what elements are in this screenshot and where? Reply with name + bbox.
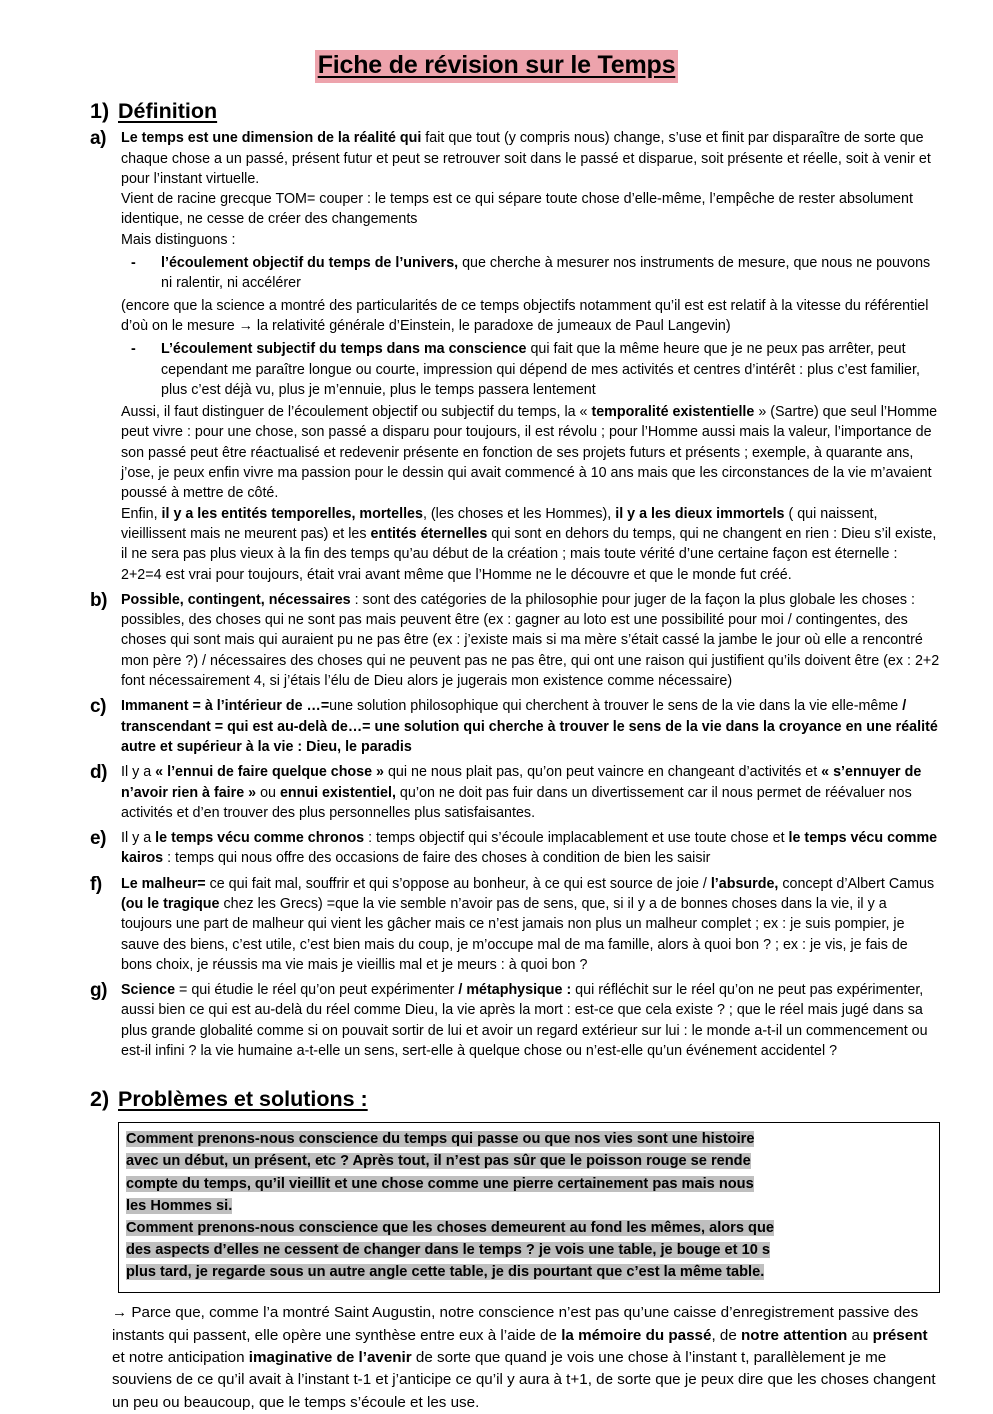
text: qui fait que la même heure que je ne peux pas arrêter, peut cependant me paraître longue ou courte, impression qui dépend de mes activités et centres d’intérêt : plus c’est familier, plus c’est déjà vu, plus je m’ennuie, plus le temps passera lentement xyxy=(161,341,920,398)
text: et notre anticipation xyxy=(112,1349,249,1367)
paragraph: Mais distinguons : xyxy=(121,231,236,248)
section-1-body xyxy=(0,128,993,1061)
highlighted-text: Comment prenons-nous conscience du temps qui passe ou que nos vies sont une histoire xyxy=(126,1131,755,1148)
bold-text: « l’ennui de faire quelque chose » xyxy=(155,764,384,781)
text: : temps objectif qui s’écoule implacablement et use toute chose et xyxy=(364,830,789,847)
list-marker-a: a) xyxy=(90,128,106,150)
highlighted-text: avec un début, un présent, etc xyxy=(126,1153,337,1170)
paragraph xyxy=(121,874,940,975)
paragraph xyxy=(121,504,940,585)
bold-text: entités éternelles xyxy=(370,525,488,542)
dash-bullet-1 xyxy=(121,253,940,294)
bold-text: le temps vécu comme chronos xyxy=(155,830,365,847)
paragraph: Vient de racine grecque TOM= couper : le temps est ce qui sépare toute chose d’elle-même, l’empêche de rester absolument identique, ne cesse de créer des changements xyxy=(121,191,913,228)
quote-paragraph-2 xyxy=(126,1217,932,1284)
highlighted-text: compte du temps, qu’il vieillit et une chose comme une pierre certainement pas mais nous xyxy=(126,1175,754,1192)
list-item-e-body xyxy=(121,828,940,869)
paragraph xyxy=(121,128,940,189)
bold-text: notre attention xyxy=(741,1326,848,1344)
bold-text: L’écoulement subjectif du temps dans ma conscience xyxy=(161,341,527,358)
list-marker-d: d) xyxy=(90,762,107,784)
list-item-a-body xyxy=(121,128,940,585)
list-item-f-body xyxy=(121,874,940,975)
bold-text: (ou le tragique xyxy=(121,895,220,912)
bold-text: / transcendant = qui est au-delà de…= une solution qui cherche à trouver le sens de la vie dans la croyance en une réalité autre et supérieur à la vie : Dieu, le paradis xyxy=(121,698,938,755)
text: chez les Grecs) =que la vie semble n’avoir pas de sens, que, si il y a de bonnes choses dans la vie, il y a toujours une part de malheur qui vient les gâcher mais ce n’est jamais non plus un malheur complet ; ex : je suis pompier, je sauve des biens, c’est utile, c’est bien mais du coup, je m’occupe mal de ma famille, alors à quoi bon ? ; ex : je vis, je fais de bons choix, je réussis ma vie mais je vieillis mal et je meurs : à quoi bon ? xyxy=(121,895,908,973)
highlighted-text: ? Après tout, il n’est pas sûr que le poisson rouge se rende xyxy=(336,1153,751,1170)
highlighted-text: des aspects d’elles ne cessent de changer dans le temps ? je vois une table, je bouge et 10 s xyxy=(126,1242,770,1259)
text: , de xyxy=(711,1326,742,1344)
text: , (les choses et les Hommes), xyxy=(422,505,616,522)
list-item-c-body xyxy=(121,696,940,757)
bold-text: / métaphysique : xyxy=(458,982,572,999)
text: Enfin, xyxy=(121,505,162,522)
list-item-g xyxy=(90,980,940,1061)
text: de sorte que quand je vois une chose à l’instant t, parallèlement je me souviens de ce qu’il avait à l’instant t-1 et j’anticipe ce qu’il y aura à t+1, de sorte que je peux dire que les choses changent un peu ou beaucoup, que le temps s’écoule et les use. xyxy=(112,1349,936,1411)
text: → Parce que, comme l’a montré Saint Augustin, notre conscience n’est pas qu’une caisse d’enregistrement passive des instants qui passent, elle opère une synthèse entre eux à l’aide de xyxy=(112,1304,919,1344)
list-item-b-body xyxy=(121,590,940,691)
paragraph xyxy=(121,402,940,503)
bold-text: présent xyxy=(872,1326,928,1344)
text: que cherche à mesurer nos instruments de mesure, que nous ne pouvons ni ralentir, ni accélérer xyxy=(161,255,931,292)
dash-bullet-1-text xyxy=(161,253,940,294)
paragraph xyxy=(121,828,940,869)
text: qui sont en dehors du temps, qui ne changent en rien : Dieu s’il existe, il ne sera pas plus vieux à la fin des temps qu’au début de la création ; mais toute vérité d’une certaine façon est éternelle : 2+2=4 est vrai pour toujours, était vrai avant même que l’Homme ne le découvre et que le monde fut créé. xyxy=(121,525,937,583)
list-marker-c: c) xyxy=(90,696,106,718)
bold-text: le temps vécu comme kairos xyxy=(121,830,938,867)
title-container xyxy=(0,0,993,83)
bold-lead-b: Possible, contingent, nécessaires xyxy=(121,591,351,608)
bold-text: temporalité existentielle xyxy=(591,404,755,421)
bold-text: Science xyxy=(121,982,176,999)
list-item-c xyxy=(90,696,940,757)
highlighted-text: les Hommes si. xyxy=(126,1197,233,1214)
list-item-d-body xyxy=(121,762,940,823)
text: Aussi, il faut distinguer de l’écoulement objectif ou subjectif du temps, la « xyxy=(121,404,592,421)
bold-text: imaginative de l’avenir xyxy=(248,1349,412,1367)
quote-box xyxy=(118,1122,940,1293)
paragraph xyxy=(121,980,940,1061)
text: ou xyxy=(256,784,280,801)
text: une solution philosophique qui cherchent à trouver le sens de la vie dans la vie elle-même xyxy=(329,698,899,715)
section-1-number: 1) xyxy=(90,98,110,123)
list-item-f xyxy=(90,874,940,975)
text: ( qui naissent, vieillissent mais ne meurent pas) et les xyxy=(121,505,878,542)
text: qui ne nous plait pas, qu’on peut vaincre en changeant d’activités et xyxy=(384,764,822,781)
list-item-b xyxy=(90,590,940,691)
text: Il y a xyxy=(121,764,156,781)
bold-text: la mémoire du passé xyxy=(561,1326,712,1344)
bold-text: il y a les dieux immortels xyxy=(615,505,785,522)
list-marker-g: g) xyxy=(90,980,107,1002)
list-marker-f: f) xyxy=(90,873,102,895)
answer-paragraph xyxy=(112,1302,940,1414)
list-marker-b: b) xyxy=(90,589,107,611)
text: Il y a xyxy=(121,830,156,847)
bold-text: Le malheur= xyxy=(121,875,206,892)
highlighted-text: plus tard, je regarde sous un autre angle cette table, je dis pourtant que c’est la même table. xyxy=(126,1264,765,1281)
text: qui réfléchit sur le réel qu’on ne peut pas expérimenter, aussi bien ce qui est au-delà du réel comme Dieu, la vie après la mort : est-ce que cela existe ? ; que le réel mais jugé dans sa plus grande globalité comme si on pouvait sortir de lui et avoir un regard extérieur sur lui : le monde a-t-il un commencement ou est-il infini ? la vie humaine a-t-elle un sens, sert-elle à quelque chose ou n’est-elle qu’un événement accidentel ? xyxy=(121,982,928,1060)
bold-lead-c: Immanent = à l’intérieur de …= xyxy=(121,698,330,715)
text: » (Sartre) que seul l’Homme peut vivre : pour une chose, son passé a disparu pour toujours, il est révolu ; pour l’Homme aussi mais la valeur, l’importance de son passé peut être réactualisé et redevenir présente en fonction de ses projets futurs et présents ; exemple, à quarante ans, j’ose, je peux enfin vivre ma passion pour le dessin qui avait commencé à 10 ans mais que les circonstances de la vie m’avaient poussé à mettre de côté. xyxy=(121,404,938,502)
dash-marker: - xyxy=(131,341,136,358)
quote-paragraph-1 xyxy=(126,1128,932,1217)
bold-lead-a: Le temps est une dimension de la réalité qui xyxy=(121,130,422,147)
text: : temps qui nous offre des occasions de faire des choses à condition de bien les saisir xyxy=(163,850,711,867)
section-2-number: 2) xyxy=(90,1087,110,1112)
page-title: Fiche de révision sur le Temps xyxy=(315,50,679,83)
quote-box-container xyxy=(0,1122,993,1293)
list-item-g-body xyxy=(121,980,940,1061)
list-item-d xyxy=(90,762,940,823)
text: ce qui fait mal, souffrir et qui s’oppose au bonheur, à ce qui est source de joie / xyxy=(205,875,711,892)
paragraph: (encore que la science a montré des particularités de ce temps objectifs notamment qu’il est est relatif à la vitesse du référentiel d’où on le mesure → la relativité générale d’Einstein, le paradoxe de jumeaux de Paul Langevin) xyxy=(121,297,929,334)
bold-text: « s’ennuyer de n’avoir rien à faire » xyxy=(121,764,922,801)
bold-text: ennui existentiel, xyxy=(279,784,396,801)
section-1-title: Définition xyxy=(118,98,218,123)
list-item-a xyxy=(90,128,940,585)
section-2-title: Problèmes et solutions : xyxy=(118,1087,368,1112)
bold-text: il y a les entités temporelles, mortelles xyxy=(161,505,423,522)
paragraph xyxy=(121,590,940,691)
bold-text: l’absurde, xyxy=(710,875,779,892)
paragraph xyxy=(121,696,940,757)
section-2-heading xyxy=(0,1087,993,1113)
text: fait que tout (y compris nous) change, s’use et finit par disparaître de sorte que chaque chose a un passé, présent futur et peut se retrouver soit dans le passé et disparue, soit présente et réelle, soit à venir et pour l’instant virtuelle. xyxy=(121,130,931,187)
answer-container xyxy=(0,1302,993,1414)
text: concept d’Albert Camus xyxy=(778,875,935,892)
dash-bullet-2-text xyxy=(161,339,940,400)
section-1-heading xyxy=(0,99,993,125)
dash-bullet-2 xyxy=(121,339,940,400)
text: : sont des catégories de la philosophie pour juger de la façon la plus globale les choses : possibles, des choses qui ne sont pas mais peuvent être (ex : gagner au loto est une possibilité pour moi / contingentes, des choses qui sont mais qui auraient pu ne pas être (ex : j’existe mais si ma mère s’était cassé la jambe le jour où elle a rencontré mon père ?) / nécessaires des choses qui ne peuvent pas ne pas être, qui ont une raison qui justifient qu’ils doivent être (ex : 2+2 font nécessairement 4, si j’étais l’élu de Dieu alors je jugerais mon existence comme nécessaire) xyxy=(121,591,940,690)
text: = qui étudie le réel qu’on peut expérimenter xyxy=(175,982,459,999)
paragraph xyxy=(121,762,940,823)
list-marker-e: e) xyxy=(90,828,106,850)
list-item-e xyxy=(90,828,940,869)
text: qu’on ne doit pas fuir dans un divertissement car il nous permet de réévaluer nos activités et d’en trouver des plus personnelles plus satisfaisantes. xyxy=(121,784,912,821)
dash-marker: - xyxy=(131,255,136,272)
text: au xyxy=(847,1326,873,1344)
bold-text: l’écoulement objectif du temps de l’univers, xyxy=(161,255,459,272)
highlighted-text: Comment prenons-nous conscience que les choses demeurent au fond les mêmes, alors que xyxy=(126,1219,774,1236)
